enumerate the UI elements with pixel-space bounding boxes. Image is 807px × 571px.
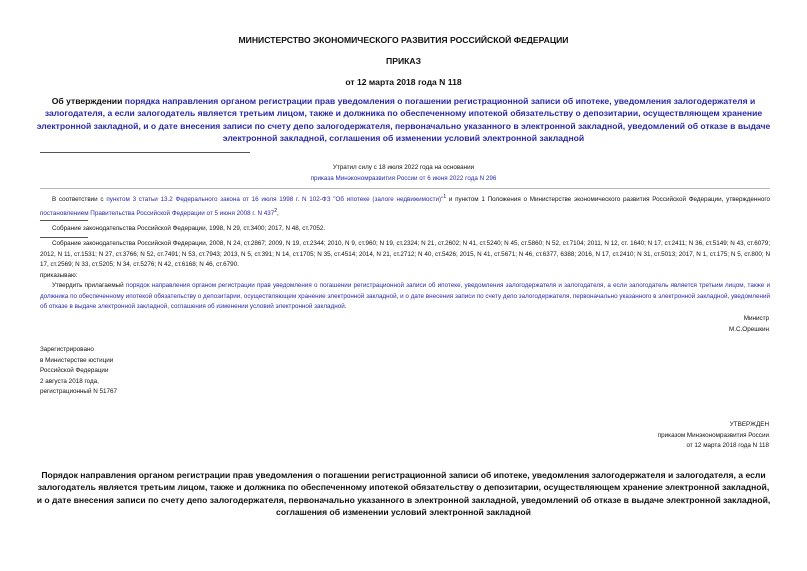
preamble-text: , (277, 209, 279, 217)
lost-force-note (0, 163, 807, 184)
document-type: ПРИКАЗ (386, 56, 421, 66)
approve-paragraph (40, 281, 770, 313)
document-title-link[interactable]: порядка направления органом регистрации прав уведомления о погашении регистрационной записи об ипотеке, уведомления залогодержателя и залогодателя, а если залогодатель является третьим лицом, также и должника по обеспеченному ипотекой обязательству о депозитарии, осуществляющем хранение электронной закладной, и о дате внесения записи по счету депо залогодержателя, первоначально указанного в электронной закладной, уведомлений об отказе в выдаче электронной закладной, соглашения об изменении условий электронной закладной (36, 96, 771, 143)
footnote-separator (40, 237, 88, 238)
approve-suffix: . (344, 303, 347, 310)
registration-line: в Министерстве юстиции (40, 356, 114, 364)
approve-prefix: Утвердить прилагаемый (52, 282, 126, 289)
order-word: приказываю: (40, 272, 78, 279)
registration-block (40, 345, 117, 398)
registration-line: Российской Федерации (40, 367, 109, 374)
signature-role: Министр (743, 315, 769, 322)
footnote-separator (40, 220, 88, 221)
order-title: Порядок направления органом регистрации прав уведомления о погашении регистрационной записи об ипотеке, уведомления залогодержателя и залогодателя, а если залогодатель является третьим лицом, также и должника по обеспеченному ипотекой обязательству о депозитарии, осуществляющем хранение электронной закладной, и о дате внесения записи по счету депо залогодержателя, первоначально указанного в электронной закладной, уведомлений об отказе в выдаче электронной закладной, соглашения об изменении условий электронной закладной (36, 470, 771, 517)
footnote-1: Собрание законодательства Российской Федерации, 1998, N 29, ст.3400; 2017, N 48, ст.7052. (52, 225, 326, 232)
footnote-2: Собрание законодательства Российской Федерации, 2008, N 24, ст.2867; 2009, N 19, ст.2344; 2010, N 9, ст.960; N 19, ст.2324; N 21, ст.2602; N 41, ст.5240; N 45, ст.5860; N 52, ст.7104; 2011, N 12, ст. 1640; N 17, ст.2411; N 36, ст.5149; N 43, ст.6079; 2012, N 11, ст.1531; N 27, ст.3766; N 52, ст.7491; N 53, ст.7943; 2013, N 5, ст.391; N 14, ст.1705; N 35, ст.4514; 2014, N 21, ст.2712; N 40, ст.5426; 2015, N 41, ст.5671; N 46, ст.6377, 6388; 2016, N 17, ст.2410; N 31, ст.5013; 2017, N 1, ст.175; N 5, ст.800; N 17, ст.2569; N 33, ст.5205; N 34, ст.5276; N 42, ст.6168; N 46, ст.6790. (40, 240, 770, 268)
ministry-heading: МИНИСТЕРСТВО ЭКОНОМИЧЕСКОГО РАЗВИТИЯ РОССИЙСКОЙ ФЕДЕРАЦИИ (238, 35, 569, 45)
signature-name: М.С.Орешкин (729, 325, 769, 333)
document-title (35, 95, 772, 144)
preamble-text: В соответствии с (52, 196, 107, 204)
lost-force-link[interactable]: приказа Минэкономразвития России от 6 июня 2022 года N 296 (310, 174, 497, 182)
separator-line (40, 152, 250, 153)
approved-title: УТВЕРЖДЕН (729, 421, 769, 428)
law-link[interactable]: пунктом 3 статьи 13.2 Федерального закона от 16 июля 1998 г. N 102-ФЗ "Об ипотеке (залоге недвижимости)" (106, 196, 444, 204)
divider (40, 188, 770, 189)
preamble (40, 192, 770, 219)
registration-line: 2 августа 2018 года, (40, 377, 99, 385)
footnote-ref-2[interactable]: 2 (274, 207, 278, 214)
approved-block (658, 420, 769, 452)
approved-line: от 12 марта 2018 года N 118 (686, 442, 769, 449)
lost-force-line: Утратил силу с 18 июля 2022 года на основании (332, 164, 475, 171)
document-date: от 12 марта 2018 года N 118 (345, 77, 462, 87)
approve-order-link[interactable]: порядок направления органом регистрации прав уведомления о погашении регистрационной записи об ипотеке, уведомления залогодержателя и залогодателя, а если залогодатель является третьим лицом, также и должника по обеспеченному ипотекой обязательству о депозитарии, осуществляющем хранение электронной закладной, и о дате внесения записи по счету депо залогодержателя, первоначально указанного в электронной закладной, уведомлений об отказе в выдаче электронной закладной, соглашения об изменении условий электронной закладной (40, 282, 770, 310)
preamble-text: и пунктом 1 Положения о Министерстве экономического развития Российской Федерации, утвержденного (446, 196, 771, 204)
registration-line: регистрационный N 51767 (40, 388, 118, 395)
resolution-link[interactable]: постановлением Правительства Российской Федерации от 5 июня 2008 г. N 437 (40, 209, 275, 217)
signature-block (729, 314, 769, 335)
footnote-ref-1[interactable]: 1 (443, 194, 447, 200)
registration-line: Зарегистрировано (40, 346, 94, 353)
approved-line: приказом Минэкономразвития России (657, 431, 769, 439)
document-title-prefix: Об утверждении (51, 96, 125, 106)
